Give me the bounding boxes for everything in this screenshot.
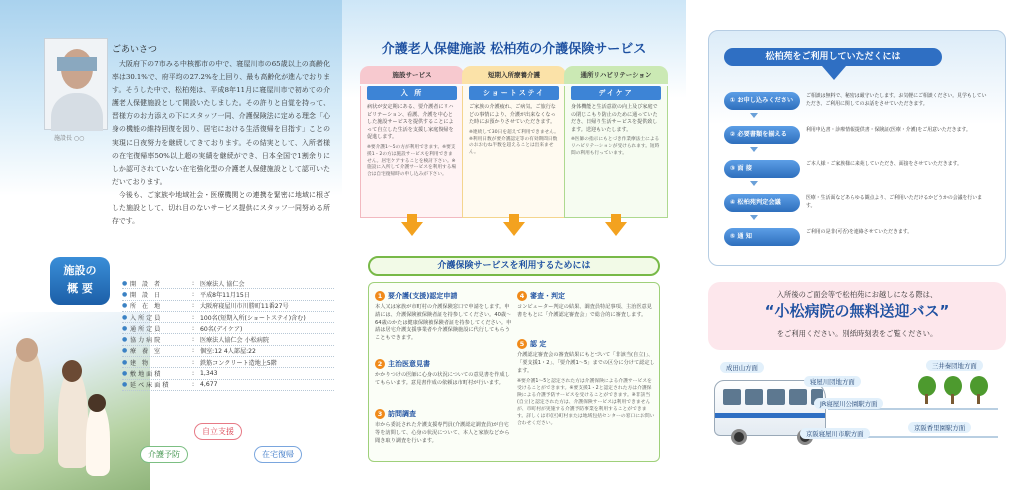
overview-row: ● 建 物 : 鉄筋コンクリート造地上5階 [122, 357, 334, 368]
procedure-step: ③ 面 接 ご本人様・ご家族様に来苑していただき、面接をさせていただきます。 [724, 160, 990, 178]
usage-title: 介護保険サービスを利用するためには [368, 256, 660, 276]
overview-row: ● 協力病院 : 医療法人協仁会 小松病院 [122, 334, 334, 345]
tree-icon [918, 376, 936, 396]
tree-icon [970, 376, 988, 396]
overview-badge: 施設の 概 要 [50, 257, 110, 305]
bus-stop-label: JR寝屋川公園駅方面 [814, 398, 883, 409]
bullet-icon: ● [122, 313, 128, 321]
procedure-step: ② 必要書類を揃える 利用申込書・診療情報提供書・保険証(医療・介護)をご用意いただきます。 [724, 126, 990, 144]
bullet-icon: ● [122, 358, 128, 366]
bullet-icon: ● [122, 336, 128, 344]
usage-step: 3 訪問調査 市から委託された介護支援専門員(介護認定調査員)が自宅等を訪問して、心身の状況について、本人と家族などから聞き取り調査を行います。 [375, 410, 510, 444]
procedure-step: ④ 松柏苑判定会議 医療・生活面などあらゆる観点より、ご利用いただけるかどうかの会議を行います。 [724, 194, 990, 212]
photo-caption: 施設長 ○○ [54, 135, 85, 142]
shuttle-bus-headline: “小松病院の無料送迎バス” [764, 302, 950, 320]
procedure-title: 松柏苑をご利用していただくには [724, 48, 942, 66]
bullet-icon: ● [122, 290, 128, 298]
arrow-down-icon [401, 222, 423, 236]
overview-row: ● 所 在 地 : 大阪府寝屋川市川勝町11番27号 [122, 301, 334, 312]
director-portrait [44, 38, 108, 130]
services-panel [342, 0, 686, 490]
greeting-title: ごあいさつ [112, 45, 158, 55]
service-card-daycare: 通所リハビリテーション デイケア 身体機能と生活意欲の向上及び家庭での閉じこもり防止のために通っていただき、日帰り生活サービスを提供致します。送迎もいたします。 ※医師の指示にもとづき作業療法士によるリハビリテーションが受けられます。短時間の利用も行っています。 [564, 66, 668, 216]
overview-row: ● 延べ床面積 : 4,677 [122, 380, 334, 391]
bus-stop-label: 京阪香里園駅方面 [908, 422, 971, 433]
overview-row: ● 敷地面積 : 1,343 [122, 368, 334, 379]
bus-stop-label: 三井秦団地方面 [926, 360, 983, 371]
arrow-down-icon [750, 215, 758, 220]
shuttle-bus-notice: 入所後のご面会等で松柏苑にお越しになる際は、 “小松病院の無料送迎バス” をご利用ください。別紙時刻表をご覧ください。 [708, 282, 1006, 350]
greeting-panel [0, 0, 342, 490]
procedure-step: ① お申し込みください ご相談は無料で、秘密は厳守いたします。お気軽にご相談ください。見学もしていただき、ご利用に関してのお話をさせていただきます。 [724, 92, 990, 110]
procedure-step: ⑤ 通 知 ご利用の是非(可否)を連絡させていただきます。 [724, 228, 990, 246]
bullet-icon: ● [122, 302, 128, 310]
arrow-down-icon [750, 113, 758, 118]
usage-steps-box [368, 282, 660, 462]
bus-stop-label: 成田山方面 [720, 362, 764, 373]
bus-stop-label: 京阪寝屋川市駅方面 [800, 428, 870, 439]
greeting-paragraph: 大阪府下の7市みる中核都市の中で、寝屋川市の65歳以上の高齢化率は30.1%で、府平均の27.2%を上回り、最も高齢化が進んでおります。そうした中で、松柏苑は、平成8年11月に寝屋川市で初めての介護老人保健施設として開設いたしました。その許りと自覚を持って、晋様方のお力添えの下にスタッフ一同、介護保険法に定める理念「心身の機能の維持回復を図り、居宅における生活復帰を目指す」ことの実現に日夜努力を継続してきております。その結実として、入所者様の在宅復帰率50%以上超の実績を継続ができ、日本全国で1割余りにしか認可されていない在宅強化型の介護老人保健施設として認可いただいております。 [112, 60, 330, 186]
overview-row: ● 入所定員 : 100名(短期入所(ショートステイ)含む) [122, 312, 334, 323]
bus-route-map [708, 356, 1006, 482]
usage-step: 1 要介護(支援)認定申請 本人又は家族が市町村の介護保険窓口で申請をします。申請には、介護保険被保険者証を持参してください。40歳〜64歳のかたは健康保険被保険者証を持参してください。申請は居宅介護支援事業者や介護保険施設に代行してもらうこともできます。 [375, 292, 512, 342]
overview-row: ● 開 設 日 : 平成8年11月15日 [122, 289, 334, 300]
services-title: 介護老人保健施設 松柏苑の介護保険サービス [381, 42, 647, 57]
arrow-down-icon [822, 66, 846, 80]
bullet-icon: ● [122, 347, 128, 355]
tag-prevention: 介護予防 [140, 446, 188, 463]
bus-stop-label: 寝屋川団地方面 [804, 376, 861, 387]
arrow-down-icon [750, 147, 758, 152]
greeting-paragraph: 今後も、ご家族や地域社会・医療機関との連携を緊密に地域に根ざした施設として、切れ目のないサービス提供にスタッフ一同努める所存です。 [112, 190, 330, 226]
bullet-icon: ● [122, 324, 128, 332]
greeting-body [112, 58, 330, 228]
service-card-admission: 施設サービス 入 所 病状が安定期にある、要介護者にリハビリテーション、看護、介護を中心とした施設サービスを提供することによって自立した生活を支援し家庭復帰を促進します。 ※要介護1〜5の方が利用できます。※要支援1・2の方は施設サービスを利用できません。居宅ケアすることを検討下さい。※施設に入所して介護サービスを利用する場合は自宅復帰時の申し込みが下さい。 [360, 66, 464, 216]
usage-step: 4 審査・判定 コンピューター判定の結果、調査員特記事項、主治医意見書をもとに「介護認定審査会」で総合的に審査します。 [517, 292, 652, 318]
overview-table [122, 278, 334, 391]
tree-icon [944, 376, 962, 396]
tag-home-return: 在宅復帰 [254, 446, 302, 463]
bullet-icon: ● [122, 370, 128, 378]
tag-independence: 自立支援 [194, 423, 242, 440]
usage-step: 5 認 定 介護認定審査会の審査結果にもとづいて「非該当(自立)」、「要支援1・2」、「要介護1〜5」までの区分に分けて認定します。 ※要介護1〜5と認定された方は介護保険による介護サービスを受けることができます。※要支援1・2と認定された方は介護保険による介護予防サービスを受けることができます。※非該当(自立)と認定された方は、介護保険サービスは利用できませんが、市町村が実施する介護予防事業を利用することができます。詳しくは市(区)町村または地域包括センターの窓口にお問い合わせください。 [517, 340, 655, 427]
arrow-down-icon [503, 222, 525, 236]
usage-step: 2 主治医意見書 かかりつけの医師に心身の状況についての意見書を作成してもらいます。意見書作成の依頼は市町村が行います。 [375, 360, 510, 386]
procedure-panel [686, 0, 1024, 490]
overview-row: ● 開 設 者 : 医療法人 協仁会 [122, 278, 334, 289]
overview-row: ● 通所定員 : 60名(デイケア) [122, 323, 334, 334]
arrow-down-icon [750, 181, 758, 186]
bullet-icon: ● [122, 381, 128, 389]
overview-row: ● 療 養 室 : 個室:12 4人部屋:22 [122, 346, 334, 357]
bullet-icon: ● [122, 279, 128, 287]
service-card-shortstay: 短期入所療養介護 ショートステイ ご家族の介護疲れ、ご病気、ご旅行などの事情により、介護が出来なくなった時にお預かりさせていただきます。 ※連続して30日を超えて利用できません。※利用日数が要介護認定等の有効期間日数のおおむね半数を超えることは出来ません。 [462, 66, 566, 216]
arrow-down-icon [605, 222, 627, 236]
